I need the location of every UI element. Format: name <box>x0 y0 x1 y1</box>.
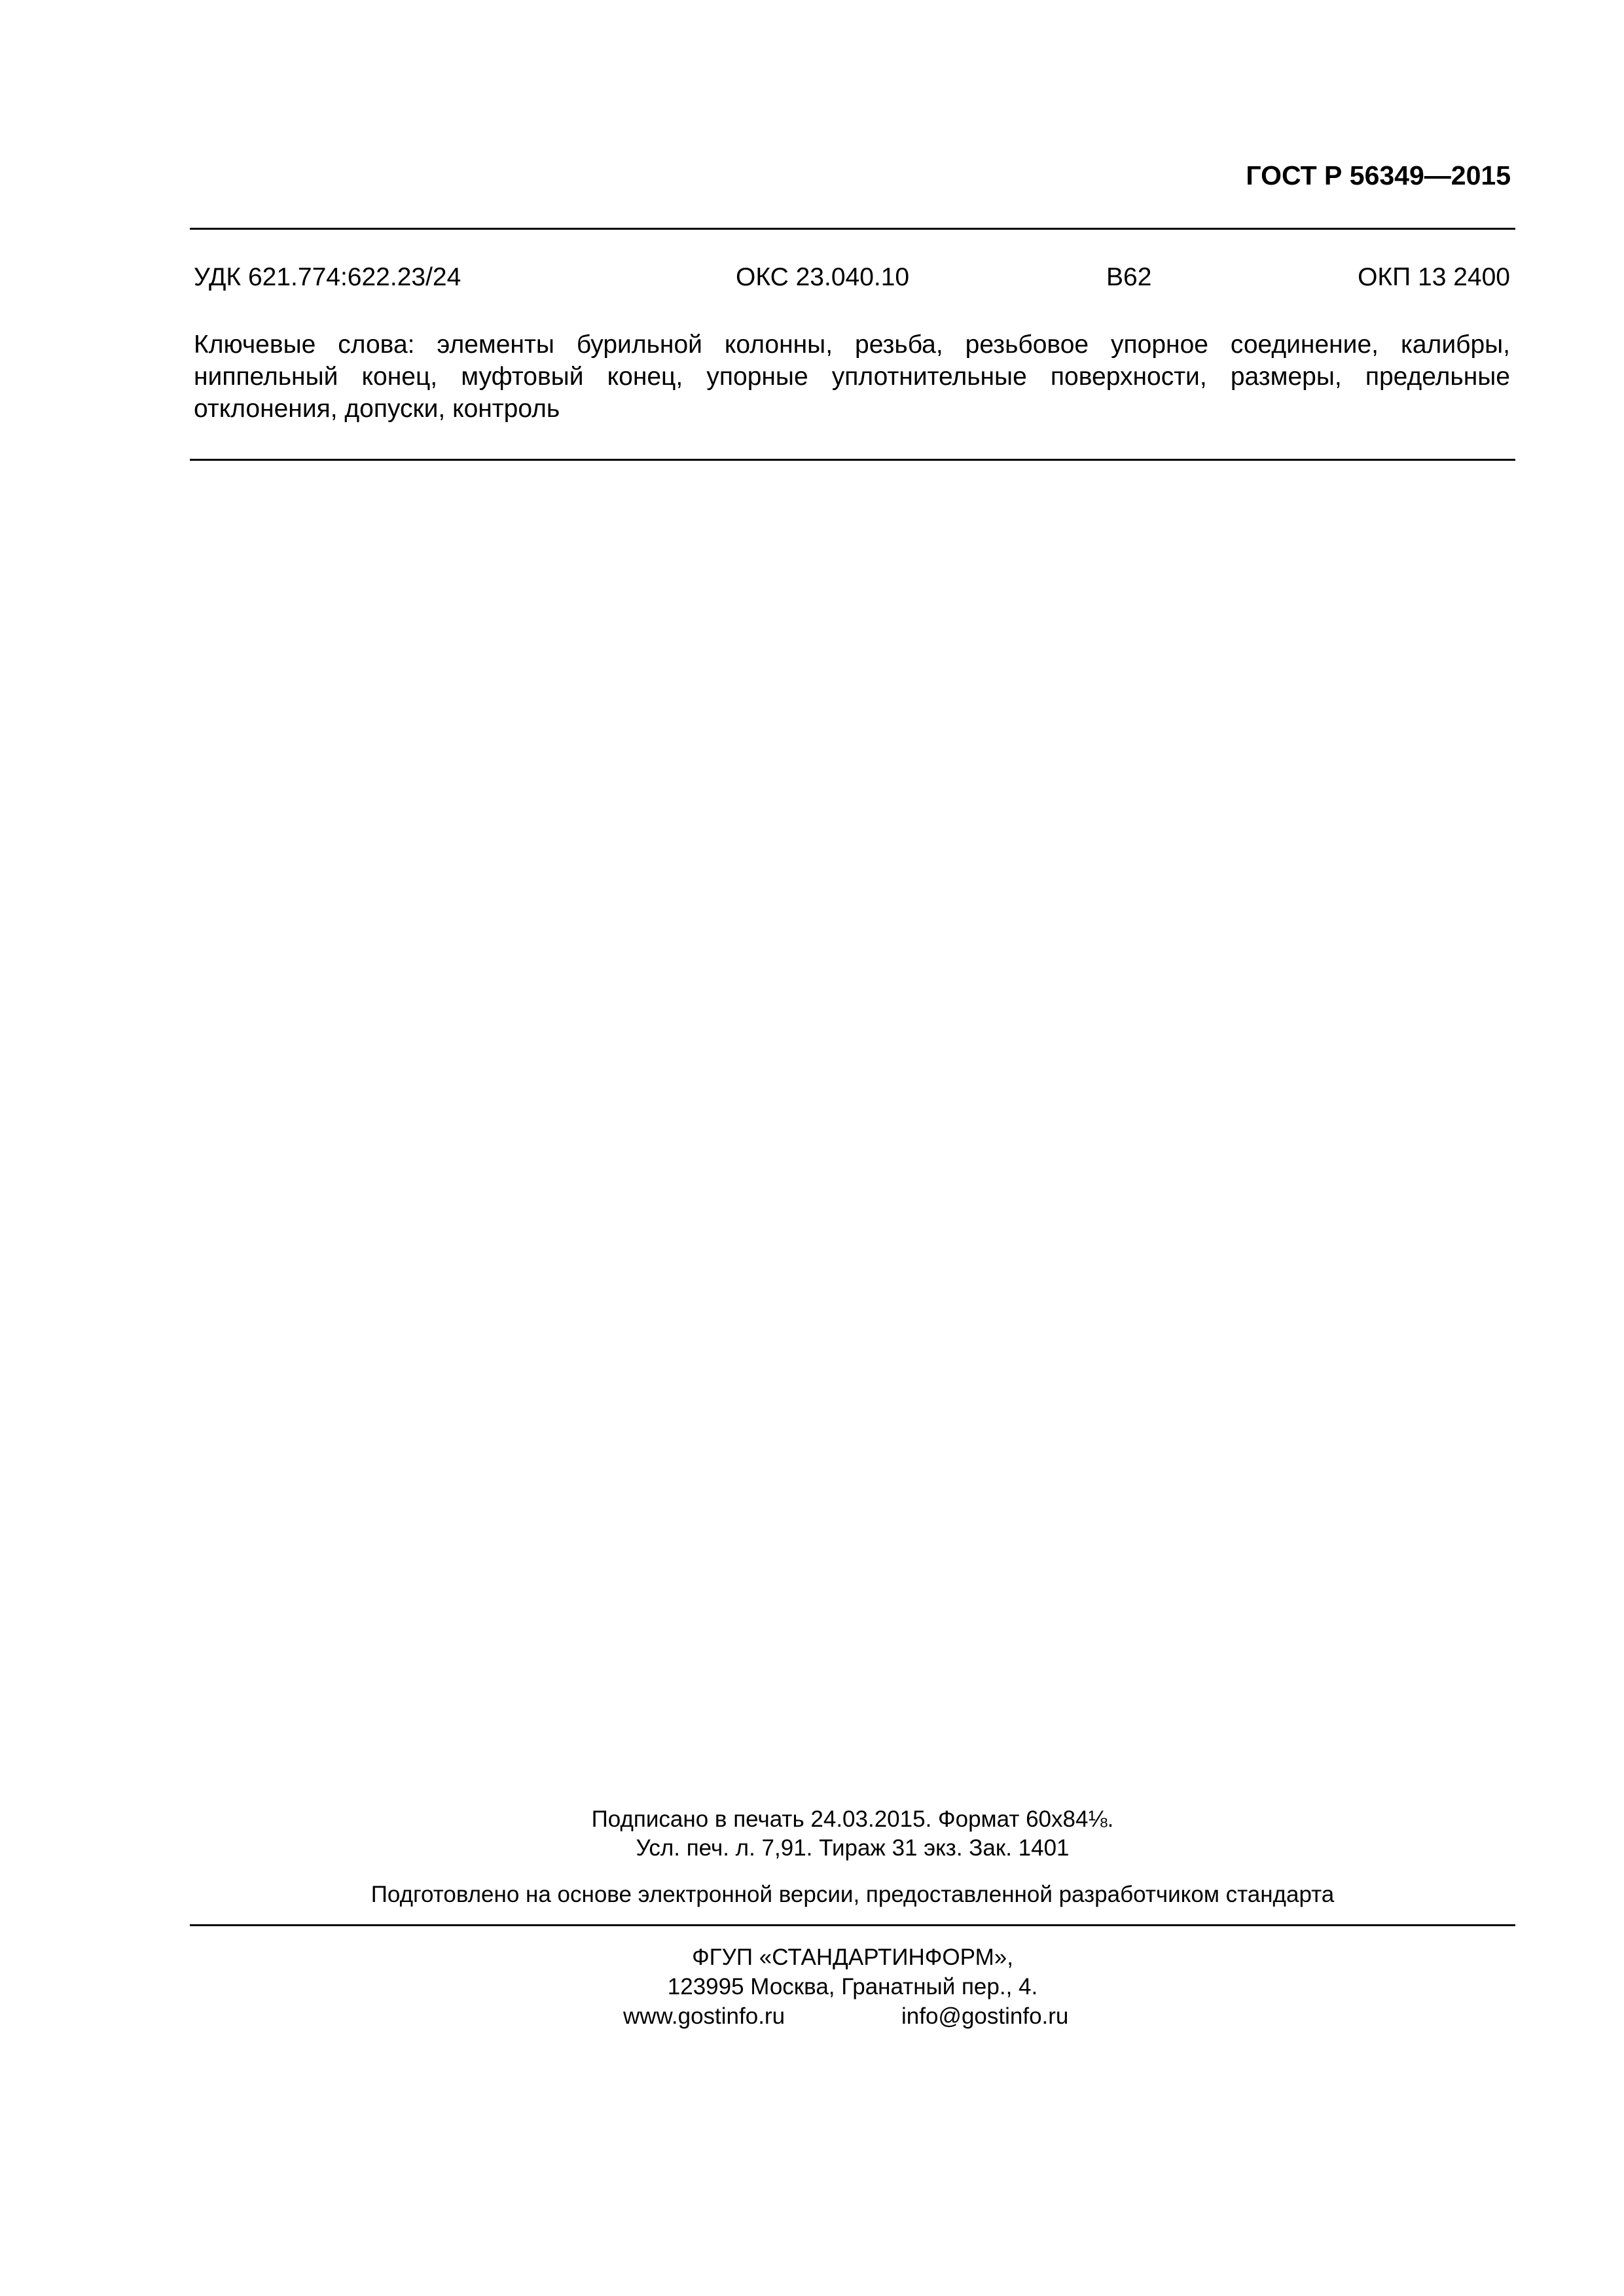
oks-code: ОКС 23.040.10 <box>736 263 910 291</box>
document-code: ГОСТ Р 56349—2015 <box>1246 160 1511 190</box>
classification-group: В62 <box>1106 263 1152 291</box>
publisher-address: 123995 Москва, Гранатный пер., 4. <box>667 1974 1038 2000</box>
print-signature-line: Подписано в печать 24.03.2015. Формат 60x84⅛. <box>591 1806 1114 1832</box>
okp-code: ОКП 13 2400 <box>1358 263 1510 291</box>
udk-code: УДК 621.774:622.23/24 <box>194 263 461 291</box>
print-run-line: Усл. печ. л. 7,91. Тираж 31 экз. Зак. 1401 <box>636 1835 1070 1861</box>
top-divider <box>190 228 1515 230</box>
publisher-email-link[interactable]: info@gostinfo.ru <box>901 2003 1069 2029</box>
prepared-note: Подготовлено на основе электронной версии, предоставленной разработчиком стандарта <box>370 1882 1335 1907</box>
publisher-website-link[interactable]: www.gostinfo.ru <box>623 2003 785 2029</box>
publisher-divider <box>190 1924 1515 1926</box>
keywords-divider <box>190 459 1515 461</box>
publisher-name: ФГУП «СТАНДАРТИНФОРМ», <box>692 1945 1013 1970</box>
keywords-paragraph: Ключевые слова: элементы бурильной колонны, резьба, резьбовое упорное соединение, калибры, ниппельный конец, муфтовый конец, упорные уплотнительные поверхности, размеры, предельные отклонения, допуски, контроль <box>194 331 1510 423</box>
